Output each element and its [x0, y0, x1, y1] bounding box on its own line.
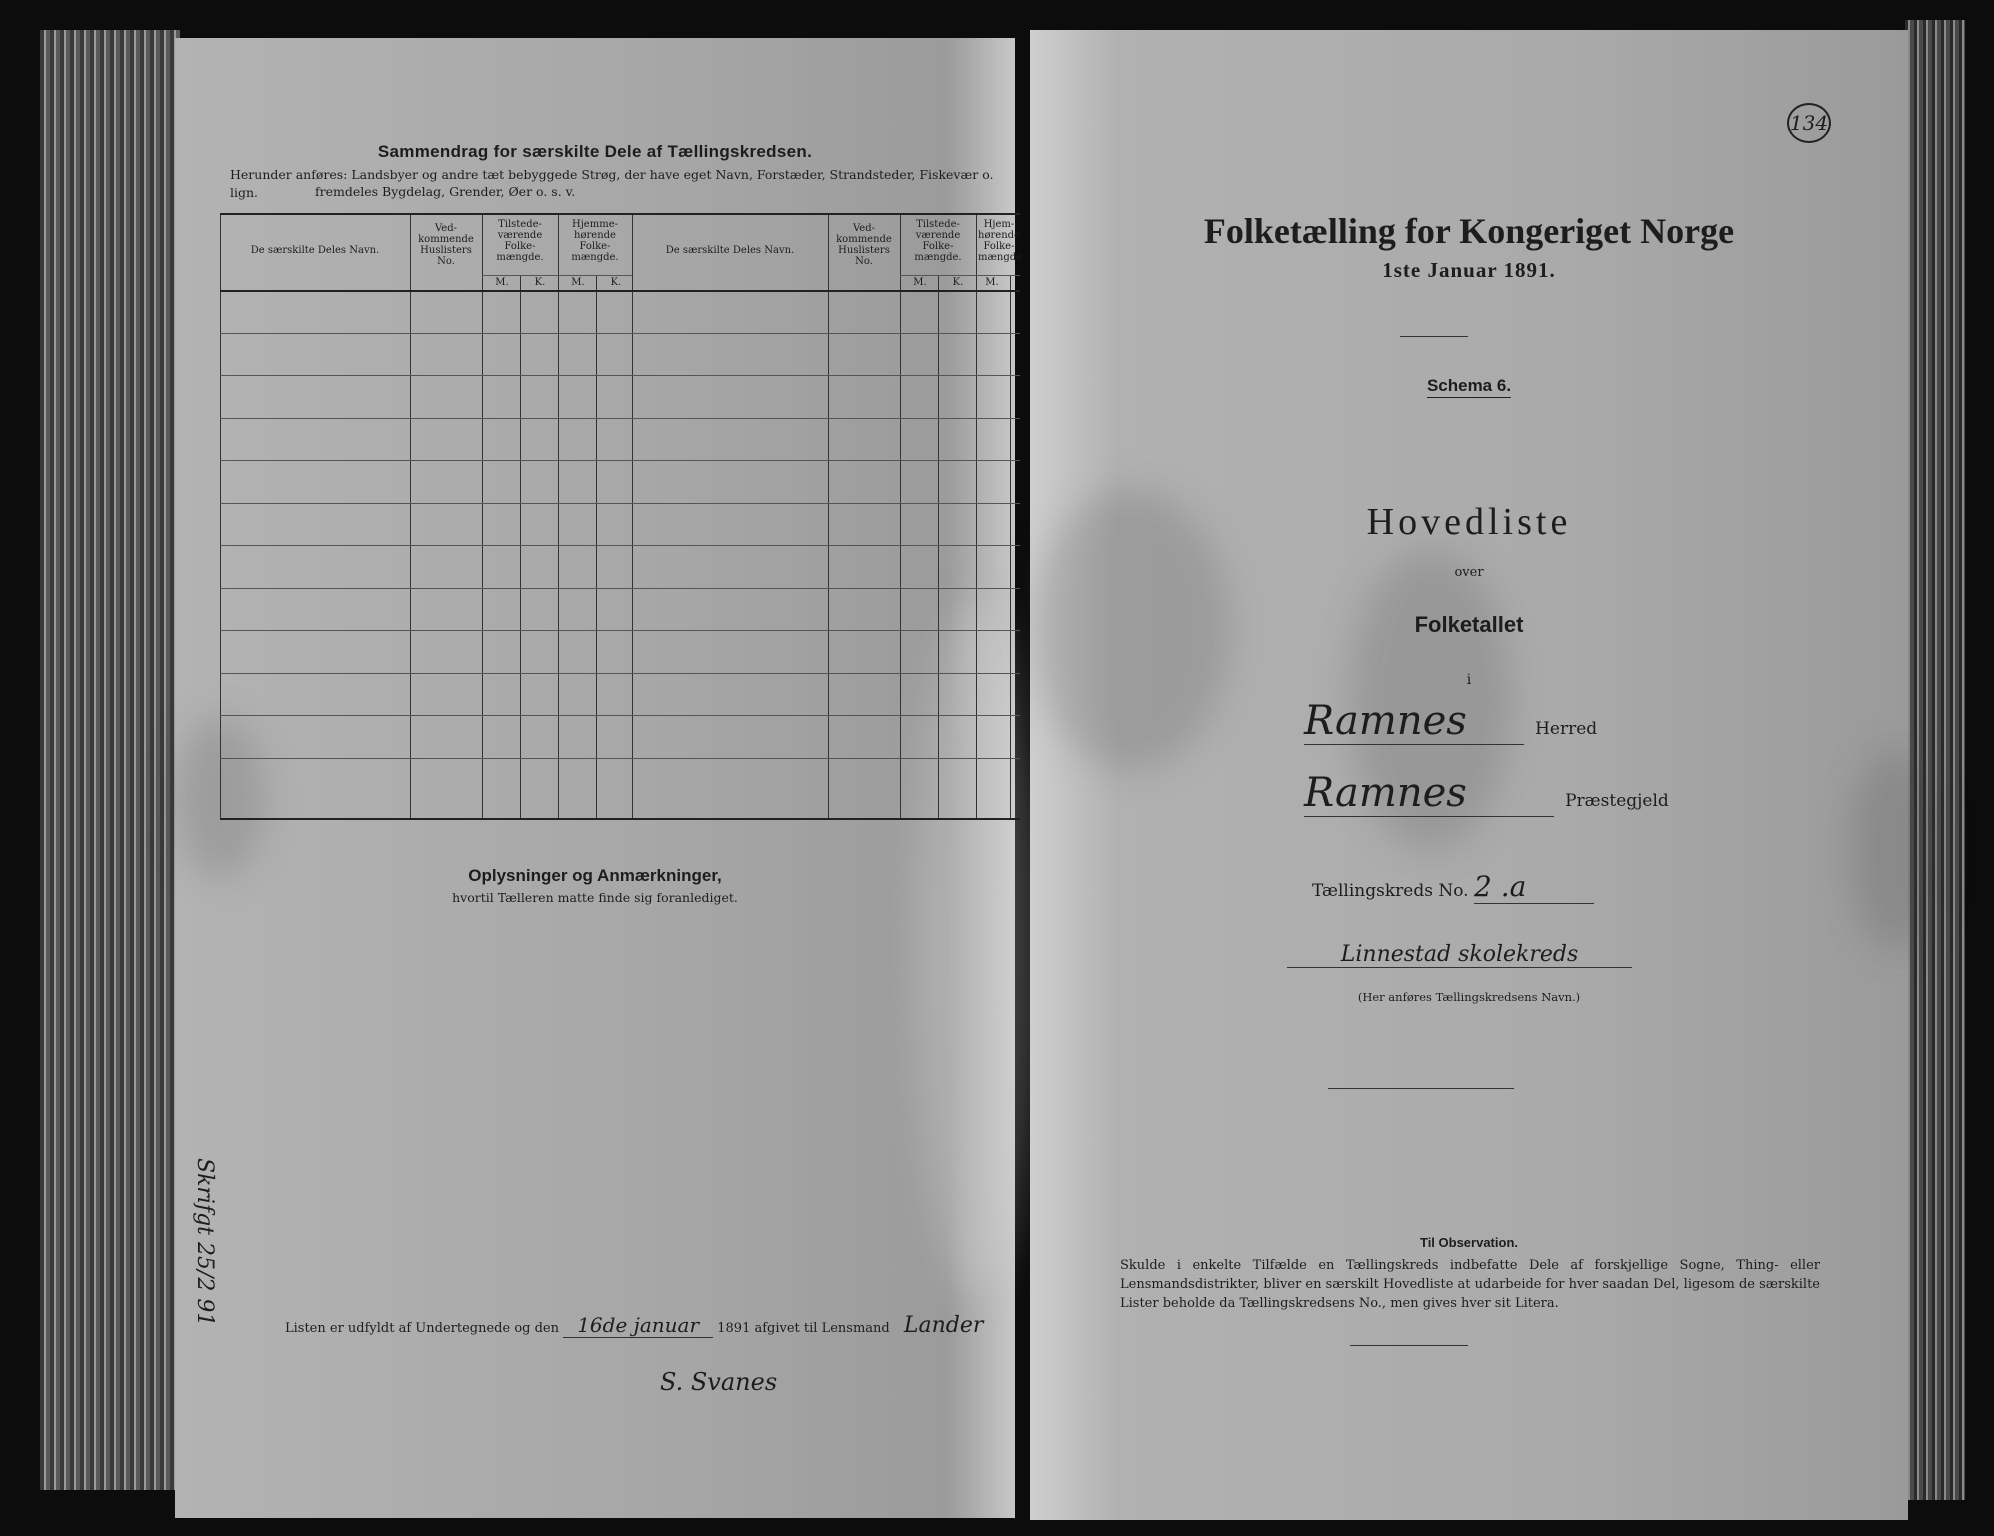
page-number: 134 — [1787, 103, 1831, 143]
left-page — [175, 38, 1023, 1518]
hovedliste-heading: Hovedliste — [1366, 501, 1572, 543]
folketallet-heading: Folketallet — [1414, 612, 1524, 637]
listen-mid: 1891 afgivet til Lensmand — [717, 1321, 890, 1336]
left-page-edges — [40, 30, 180, 1490]
col-header-name: De særskilte Deles Navn. — [250, 245, 380, 256]
summary-table — [220, 213, 1023, 820]
census-date: 1ste Januar 1891. — [1382, 258, 1556, 282]
col-header-huslister-2: Ved-kommende Huslisters No. — [836, 223, 892, 267]
divider — [1350, 1345, 1468, 1346]
stain — [1850, 750, 1940, 950]
col-m: M. — [913, 277, 927, 288]
col-k: K. — [534, 277, 546, 288]
summary-note: Herunder anføres: Landsbyer og andre tæt bebyggede Strøg, der have eget Navn, Forstæder, Strandsteder, Fiskevær o. lign. — [230, 167, 994, 200]
prestegjeld-label: Præstegjeld — [1565, 791, 1669, 811]
summary-note-2: fremdeles Bygdelag, Grender, Øer o. s. v. — [315, 184, 576, 199]
col-m: M. — [985, 277, 999, 288]
divider — [1400, 336, 1468, 337]
i-label: i — [1466, 672, 1472, 688]
listen-prefix: Listen er udfyldt af Undertegnede og den — [285, 1321, 559, 1336]
herred-value: Ramnes — [1304, 698, 1524, 745]
skolekreds-caption: (Her anføres Tællingskredsens Navn.) — [1357, 990, 1581, 1004]
col-header-huslister: Ved-kommende Huslisters No. — [418, 223, 474, 267]
col-m: M. — [495, 277, 509, 288]
col-header-tilstede: Tilstede-værende Folke-mængde. — [496, 219, 544, 263]
divider — [1328, 1088, 1514, 1089]
over-label: over — [1454, 565, 1484, 580]
skolekreds-value: Linnestad skolekreds — [1287, 942, 1632, 968]
listen-date: 16de januar — [563, 1313, 713, 1338]
herred-label: Herred — [1535, 719, 1598, 739]
remarks-title: Oplysninger og Anmærkninger, — [468, 866, 722, 885]
col-m: M. — [571, 277, 585, 288]
right-page — [1030, 30, 1908, 1520]
kreds-field — [1312, 870, 1594, 904]
herred-field — [1304, 698, 1597, 745]
remarks-subtitle: hvortil Tælleren matte finde sig foranlediget. — [452, 890, 738, 905]
col-k: K. — [952, 277, 964, 288]
observation-text: Skulde i enkelte Tilfælde en Tællingskreds indbefatte Dele af forskjellige Sogne, Thing- eller Lensmandsdistrikter, bliver en særskilt Hovedliste at udarbeide for hver saadan Del, ligesom de særskilte Lister beholde da Tællingskredsens No., men gives hver sit Litera. — [1120, 1258, 1820, 1311]
observation-title: Til Observation. — [1419, 1235, 1518, 1250]
enumerator-signature: S. Svanes — [660, 1368, 778, 1396]
col-header-hjemme-2: Hjem-hørende Folke-mængde — [978, 219, 1023, 263]
col-header-hjemme: Hjemme-hørende Folke-mængde. — [571, 219, 619, 263]
summary-title: Sammendrag for særskilte Dele af Tællingskredsen. — [377, 142, 813, 161]
kreds-value: 2 .a — [1474, 870, 1594, 904]
prestegjeld-field — [1304, 770, 1669, 817]
col-k: K. — [610, 277, 622, 288]
kreds-label: Tællingskreds No. — [1312, 881, 1469, 901]
col-header-tilstede-2: Tilstede-værende Folke-mængde. — [914, 219, 962, 263]
listen-line — [285, 1313, 983, 1338]
lensmand-name: Lander — [903, 1313, 984, 1338]
margin-note: Skrifgt 25/2 91 — [192, 1158, 217, 1327]
prestegjeld-value: Ramnes — [1304, 770, 1554, 817]
col-header-name-2: De særskilte Deles Navn. — [665, 245, 795, 256]
schema-label: Schema 6. — [1030, 376, 1908, 396]
census-title: Folketælling for Kongeriget Norge — [1203, 211, 1735, 251]
